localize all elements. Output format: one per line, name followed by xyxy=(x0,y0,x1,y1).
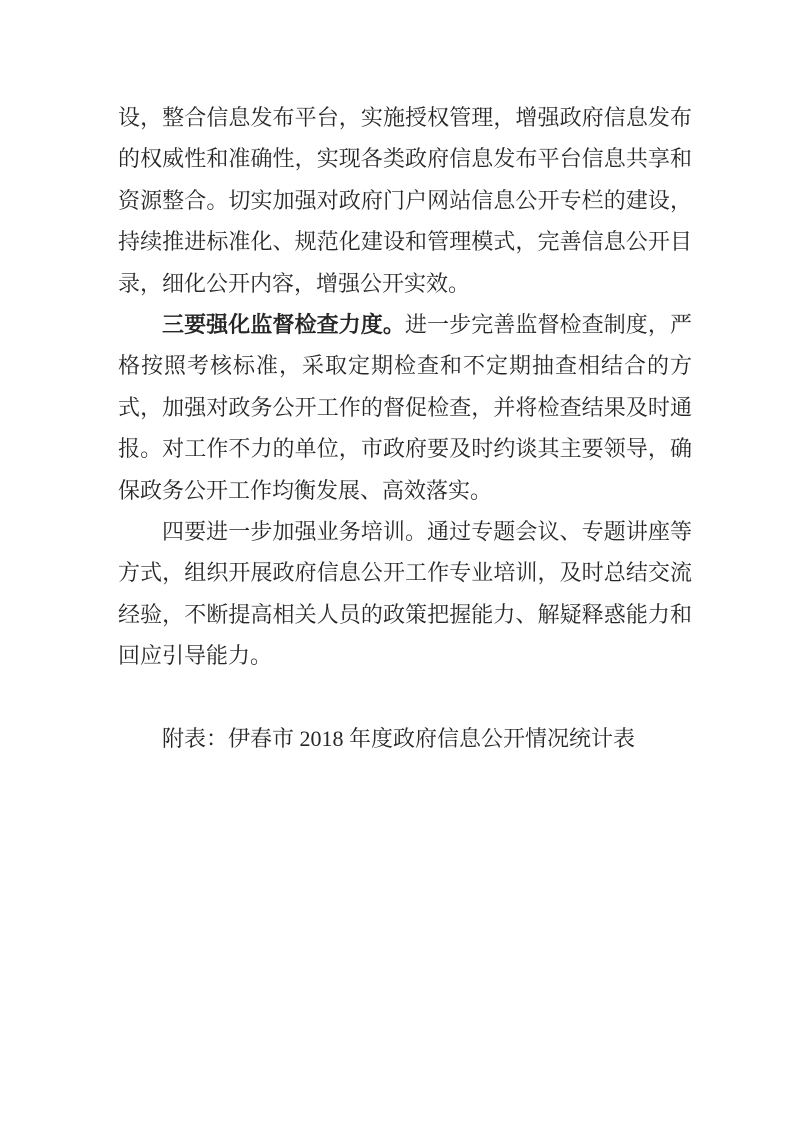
paragraph-bold-lead: 三要强化监督检查力度。 xyxy=(162,312,405,338)
attachment-note-text: 附表：伊春市 2018 年度政府信息公开情况统计表 xyxy=(162,726,636,752)
paragraph-text: 进一步完善监督检查制度，严格按照考核标准，采取定期检查和不定期抽查相结合的方式，加强对政务公开工作的督促检查，并将检查结果及时通报。对工作不力的单位，市政府要及时约谈其主要领导，确保政务公开工作均衡发展、高效落实。 xyxy=(118,312,692,503)
attachment-note xyxy=(118,718,692,759)
paragraph-text: 四要进一步加强业务培训。通过专题会议、专题讲座等方式，组织开展政府信息公开工作专业培训，及时总结交流经验，不断提高相关人员的政策把握能力、解疑释惑能力和回应引导能力。 xyxy=(118,519,692,669)
paragraph-supervision xyxy=(118,304,692,511)
paragraph-text: 设，整合信息发布平台，实施授权管理，增强政府信息发布的权威性和准确性，实现各类政府信息发布平台信息共享和资源整合。切实加强对政府门户网站信息公开专栏的建设，持续推进标准化、规范化建设和管理模式，完善信息公开目录，细化公开内容，增强公开实效。 xyxy=(118,105,692,296)
paragraph-continuation xyxy=(118,97,692,304)
document-body xyxy=(118,97,692,759)
paragraph-training xyxy=(118,511,692,677)
